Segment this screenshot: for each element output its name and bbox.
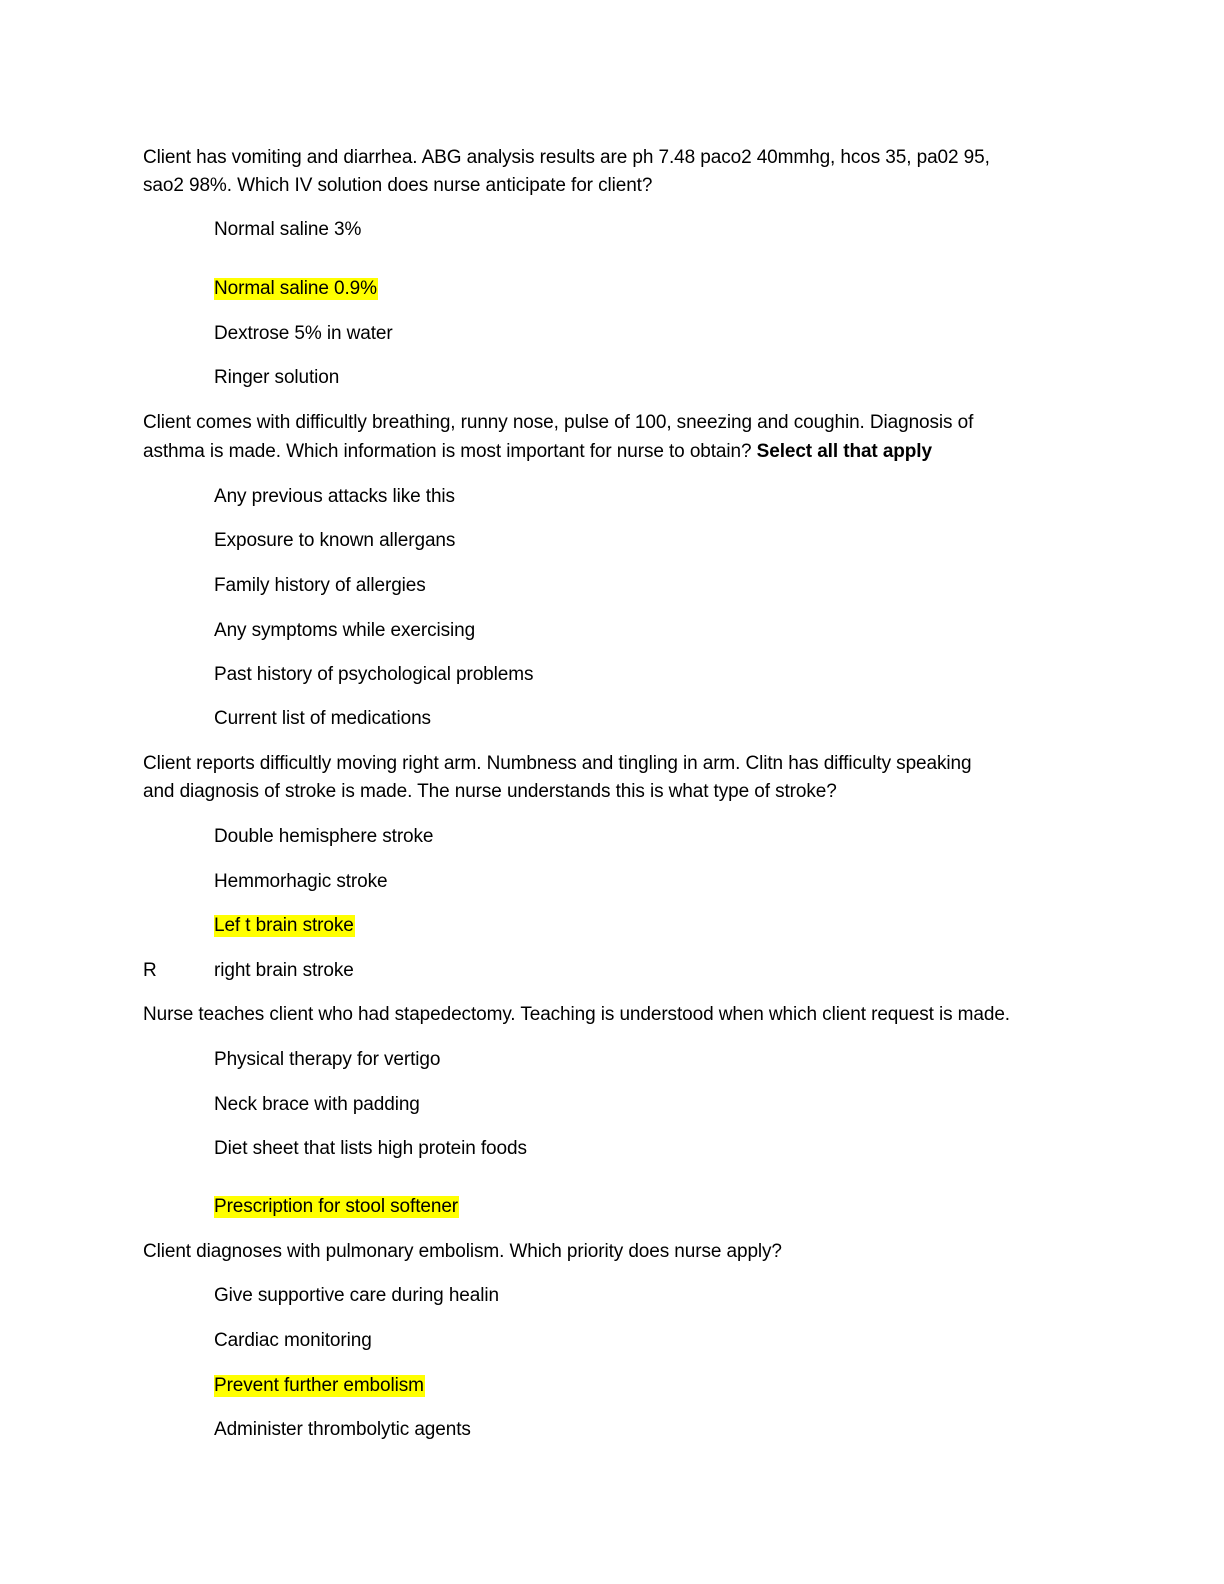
option-text: Current list of medications: [214, 708, 431, 729]
option-text: Any symptoms while exercising: [214, 620, 476, 641]
option-marker: R: [143, 960, 157, 981]
question-2-option-3: [214, 574, 426, 598]
question-3-option-2: [214, 870, 387, 894]
option-text: Dextrose 5% in water: [214, 323, 393, 344]
question-1-option-2: [214, 277, 378, 301]
question-3-line-1: Client reports difficultly moving right arm. Numbness and tingling in arm. Clitn has difficulty speaking: [143, 753, 972, 774]
question-5-option-4: [214, 1418, 471, 1442]
question-1-option-4: [214, 366, 339, 390]
question-5-line-1: Client diagnoses with pulmonary embolism. Which priority does nurse apply?: [143, 1241, 782, 1262]
option-text: Administer thrombolytic agents: [214, 1419, 471, 1440]
question-2-line-1: Client comes with difficultly breathing, runny nose, pulse of 100, sneezing and coughin. Diagnosis of: [143, 412, 974, 433]
highlighted-answer: Prescription for stool softener: [214, 1196, 459, 1217]
question-1-line-1: Client has vomiting and diarrhea. ABG analysis results are ph 7.48 paco2 40mmhg, hcos 35, pa02 95,: [143, 147, 990, 168]
question-2-option-2: [214, 529, 455, 553]
highlighted-answer: Lef t brain stroke: [214, 915, 354, 936]
question-4-option-1: [214, 1048, 440, 1072]
highlighted-answer: Prevent further embolism: [214, 1375, 424, 1396]
question-2-text: asthma is made. Which information is most important for nurse to obtain?: [143, 441, 752, 462]
question-1-line-2: sao2 98%. Which IV solution does nurse anticipate for client?: [143, 175, 653, 196]
option-text: Family history of allergies: [214, 575, 426, 596]
question-3-option-3: [214, 914, 355, 938]
question-4-line-1: Nurse teaches client who had stapedectomy. Teaching is understood when which client request is made.: [143, 1004, 1010, 1025]
option-text: Give supportive care during healin: [214, 1285, 499, 1306]
question-2-option-6: [214, 707, 431, 731]
option-text: Double hemisphere stroke: [214, 826, 434, 847]
option-text: Neck brace with padding: [214, 1094, 420, 1115]
question-4-option-4: [214, 1195, 459, 1219]
question-2-option-1: [214, 485, 455, 509]
question-4-option-3: [214, 1137, 527, 1161]
option-text: Normal saline 3%: [214, 219, 362, 240]
question-4-option-2: [214, 1093, 420, 1117]
question-2-option-4: [214, 619, 475, 643]
option-text: Exposure to known allergans: [214, 530, 456, 551]
option-text: Past history of psychological problems: [214, 664, 534, 685]
question-2-line-2: [143, 440, 932, 464]
question-3-line-2: and diagnosis of stroke is made. The nurse understands this is what type of stroke?: [143, 781, 837, 802]
option-text: Cardiac monitoring: [214, 1330, 372, 1351]
question-5-option-1: [214, 1284, 499, 1308]
option-text: right brain stroke: [214, 960, 354, 981]
question-1-option-1: [214, 218, 361, 242]
option-text: Physical therapy for vertigo: [214, 1049, 441, 1070]
select-all-instruction: Select all that apply: [756, 441, 932, 462]
question-3-option-4: [214, 959, 354, 983]
question-1-option-3: [214, 322, 393, 346]
option-text: Diet sheet that lists high protein foods: [214, 1138, 527, 1159]
highlighted-answer: Normal saline 0.9%: [214, 278, 377, 299]
option-text: Hemmorhagic stroke: [214, 871, 388, 892]
option-text: Any previous attacks like this: [214, 486, 455, 507]
question-2-option-5: [214, 663, 533, 687]
question-5-option-3: [214, 1374, 425, 1398]
question-3-option-1: [214, 825, 433, 849]
question-5-option-2: [214, 1329, 372, 1353]
option-text: Ringer solution: [214, 367, 340, 388]
